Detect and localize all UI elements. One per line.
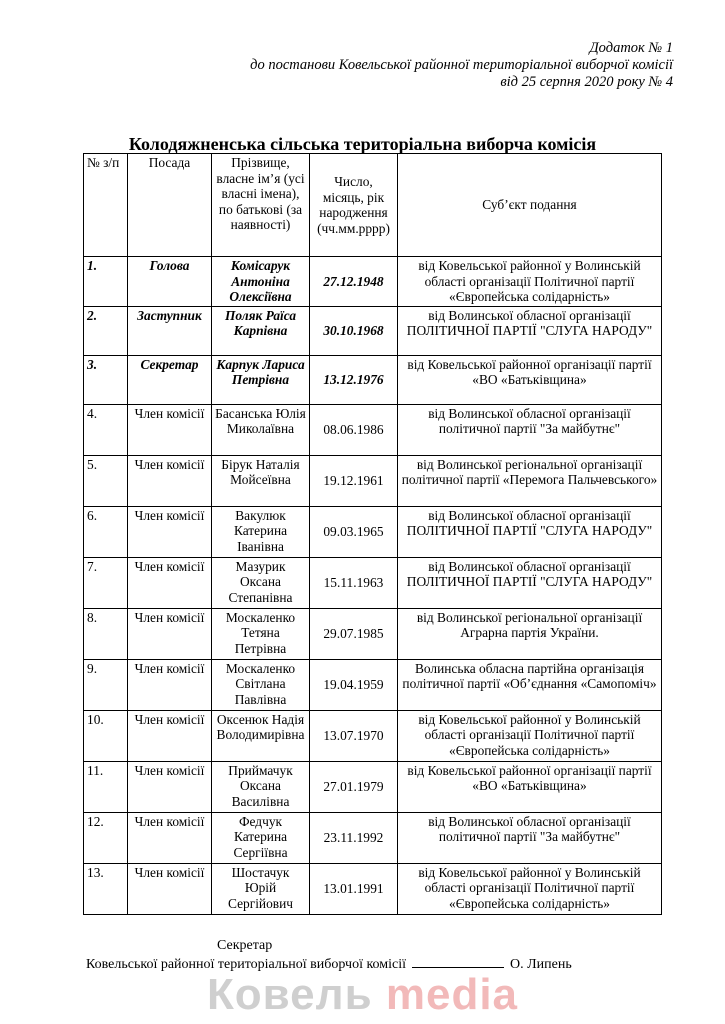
row-name: Комісарук Антоніна Олексіївна [212, 257, 310, 307]
row-position: Член комісії [128, 608, 212, 659]
row-subject: від Волинської обласної організації ПОЛІТИЧНОЇ ПАРТІЇ "СЛУГА НАРОДУ" [398, 306, 662, 355]
row-position: Член комісії [128, 761, 212, 812]
header-position: Посада [128, 154, 212, 257]
header-dob: Число, місяць, рік народження (чч.мм.рррр) [310, 154, 398, 257]
row-num: 3. [84, 355, 128, 404]
row-position: Секретар [128, 355, 212, 404]
row-position: Член комісії [128, 659, 212, 710]
footer-signer: О. Липень [510, 957, 572, 972]
header-name: Прізвище, власне ім’я (усі власні імена), по батькові (за наявності) [212, 154, 310, 257]
row-num: 6. [84, 506, 128, 557]
row-position: Член комісії [128, 863, 212, 914]
table-row [84, 557, 662, 608]
row-num: 5. [84, 455, 128, 506]
row-num: 8. [84, 608, 128, 659]
table-row [84, 455, 662, 506]
row-name: Москаленко Тетяна Петрівна [212, 608, 310, 659]
row-dob: 29.07.1985 [310, 608, 398, 659]
row-name: Приймачук Оксана Василівна [212, 761, 310, 812]
commission-table [83, 153, 662, 915]
header-num: № з/п [84, 154, 128, 257]
table-row [84, 710, 662, 761]
watermark-part2: media [385, 970, 519, 1019]
row-dob: 13.07.1970 [310, 710, 398, 761]
row-name: Шостачук Юрій Сергійович [212, 863, 310, 914]
row-num: 2. [84, 306, 128, 355]
table-row [84, 863, 662, 914]
table-row [84, 306, 662, 355]
footer-org: Ковельської районної територіальної виборчої комісії [86, 957, 407, 972]
row-name: Мазурик Оксана Степанівна [212, 557, 310, 608]
row-position: Член комісії [128, 557, 212, 608]
row-subject: від Ковельської районної організації партії «ВО «Батьківщина» [398, 355, 662, 404]
row-dob: 09.03.1965 [310, 506, 398, 557]
table-header-row [84, 154, 662, 257]
document-title: Колодяжненська сільська територіальна виборча комісія [128, 134, 597, 154]
row-dob: 19.04.1959 [310, 659, 398, 710]
row-position: Заступник [128, 306, 212, 355]
row-name: Карпук Лариса Петрівна [212, 355, 310, 404]
row-num: 13. [84, 863, 128, 914]
table-row [84, 404, 662, 455]
row-subject: від Волинської обласної організації ПОЛІТИЧНОЇ ПАРТІЇ "СЛУГА НАРОДУ" [398, 506, 662, 557]
row-subject: від Ковельської районної у Волинській області організації Політичної партії «Європейська солідарність» [398, 863, 662, 914]
table-row [84, 257, 662, 307]
table-row [84, 608, 662, 659]
row-subject: від Волинської обласної організації ПОЛІТИЧНОЇ ПАРТІЇ "СЛУГА НАРОДУ" [398, 557, 662, 608]
row-subject: Волинська обласна партійна організація політичної партії «Об’єднання «Самопоміч» [398, 659, 662, 710]
row-subject: від Волинської регіональної організації політичної партії «Перемога Пальчевського» [398, 455, 662, 506]
row-dob: 30.10.1968 [310, 306, 398, 355]
footer-title: Секретар [217, 938, 273, 953]
appendix-note [250, 40, 673, 91]
row-position: Член комісії [128, 455, 212, 506]
row-subject: від Волинської обласної організації політичної партії "За майбутнє" [398, 812, 662, 863]
row-name: Вакулюк Катерина Іванівна [212, 506, 310, 557]
header-subject: Суб’єкт подання [398, 154, 662, 257]
table-row [84, 761, 662, 812]
row-subject: від Волинської регіональної організації Аграрна партія України. [398, 608, 662, 659]
row-position: Член комісії [128, 812, 212, 863]
appendix-date: від 25 серпня 2020 року № 4 [500, 74, 673, 90]
row-dob: 08.06.1986 [310, 404, 398, 455]
row-dob: 23.11.1992 [310, 812, 398, 863]
row-name: Москаленко Світлана Павлівна [212, 659, 310, 710]
signature-line [412, 966, 504, 968]
row-num: 9. [84, 659, 128, 710]
row-name: Федчук Катерина Сергіївна [212, 812, 310, 863]
row-dob: 19.12.1961 [310, 455, 398, 506]
row-position: Член комісії [128, 710, 212, 761]
table-row [84, 659, 662, 710]
row-dob: 27.12.1948 [310, 257, 398, 307]
row-name: Басанська Юлія Миколаївна [212, 404, 310, 455]
row-subject: від Волинської обласної організації політичної партії "За майбутнє" [398, 404, 662, 455]
row-dob: 15.11.1963 [310, 557, 398, 608]
row-num: 12. [84, 812, 128, 863]
row-num: 11. [84, 761, 128, 812]
table-row [84, 355, 662, 404]
watermark-part1: Ковель [206, 970, 373, 1019]
appendix-number: Додаток № 1 [589, 40, 673, 56]
row-num: 7. [84, 557, 128, 608]
row-num: 1. [84, 257, 128, 307]
row-name: Поляк Раїса Карпівна [212, 306, 310, 355]
appendix-resolution: до постанови Ковельської районної територіальної виборчої комісії [250, 57, 673, 73]
row-position: Член комісії [128, 404, 212, 455]
row-name: Оксенюк Надія Володимирівна [212, 710, 310, 761]
row-num: 10. [84, 710, 128, 761]
row-num: 4. [84, 404, 128, 455]
row-position: Член комісії [128, 506, 212, 557]
table-row [84, 506, 662, 557]
row-name: Бірук Наталія Мойсеївна [212, 455, 310, 506]
row-dob: 13.12.1976 [310, 355, 398, 404]
table-row [84, 812, 662, 863]
row-subject: від Ковельської районної організації партії «ВО «Батьківщина» [398, 761, 662, 812]
row-dob: 13.01.1991 [310, 863, 398, 914]
watermark-logo [0, 970, 725, 1020]
row-position: Голова [128, 257, 212, 307]
row-subject: від Ковельської районної у Волинській області організації Політичної партії «Європейська солідарність» [398, 257, 662, 307]
row-dob: 27.01.1979 [310, 761, 398, 812]
row-subject: від Ковельської районної у Волинській області організації Політичної партії «Європейська солідарність» [398, 710, 662, 761]
